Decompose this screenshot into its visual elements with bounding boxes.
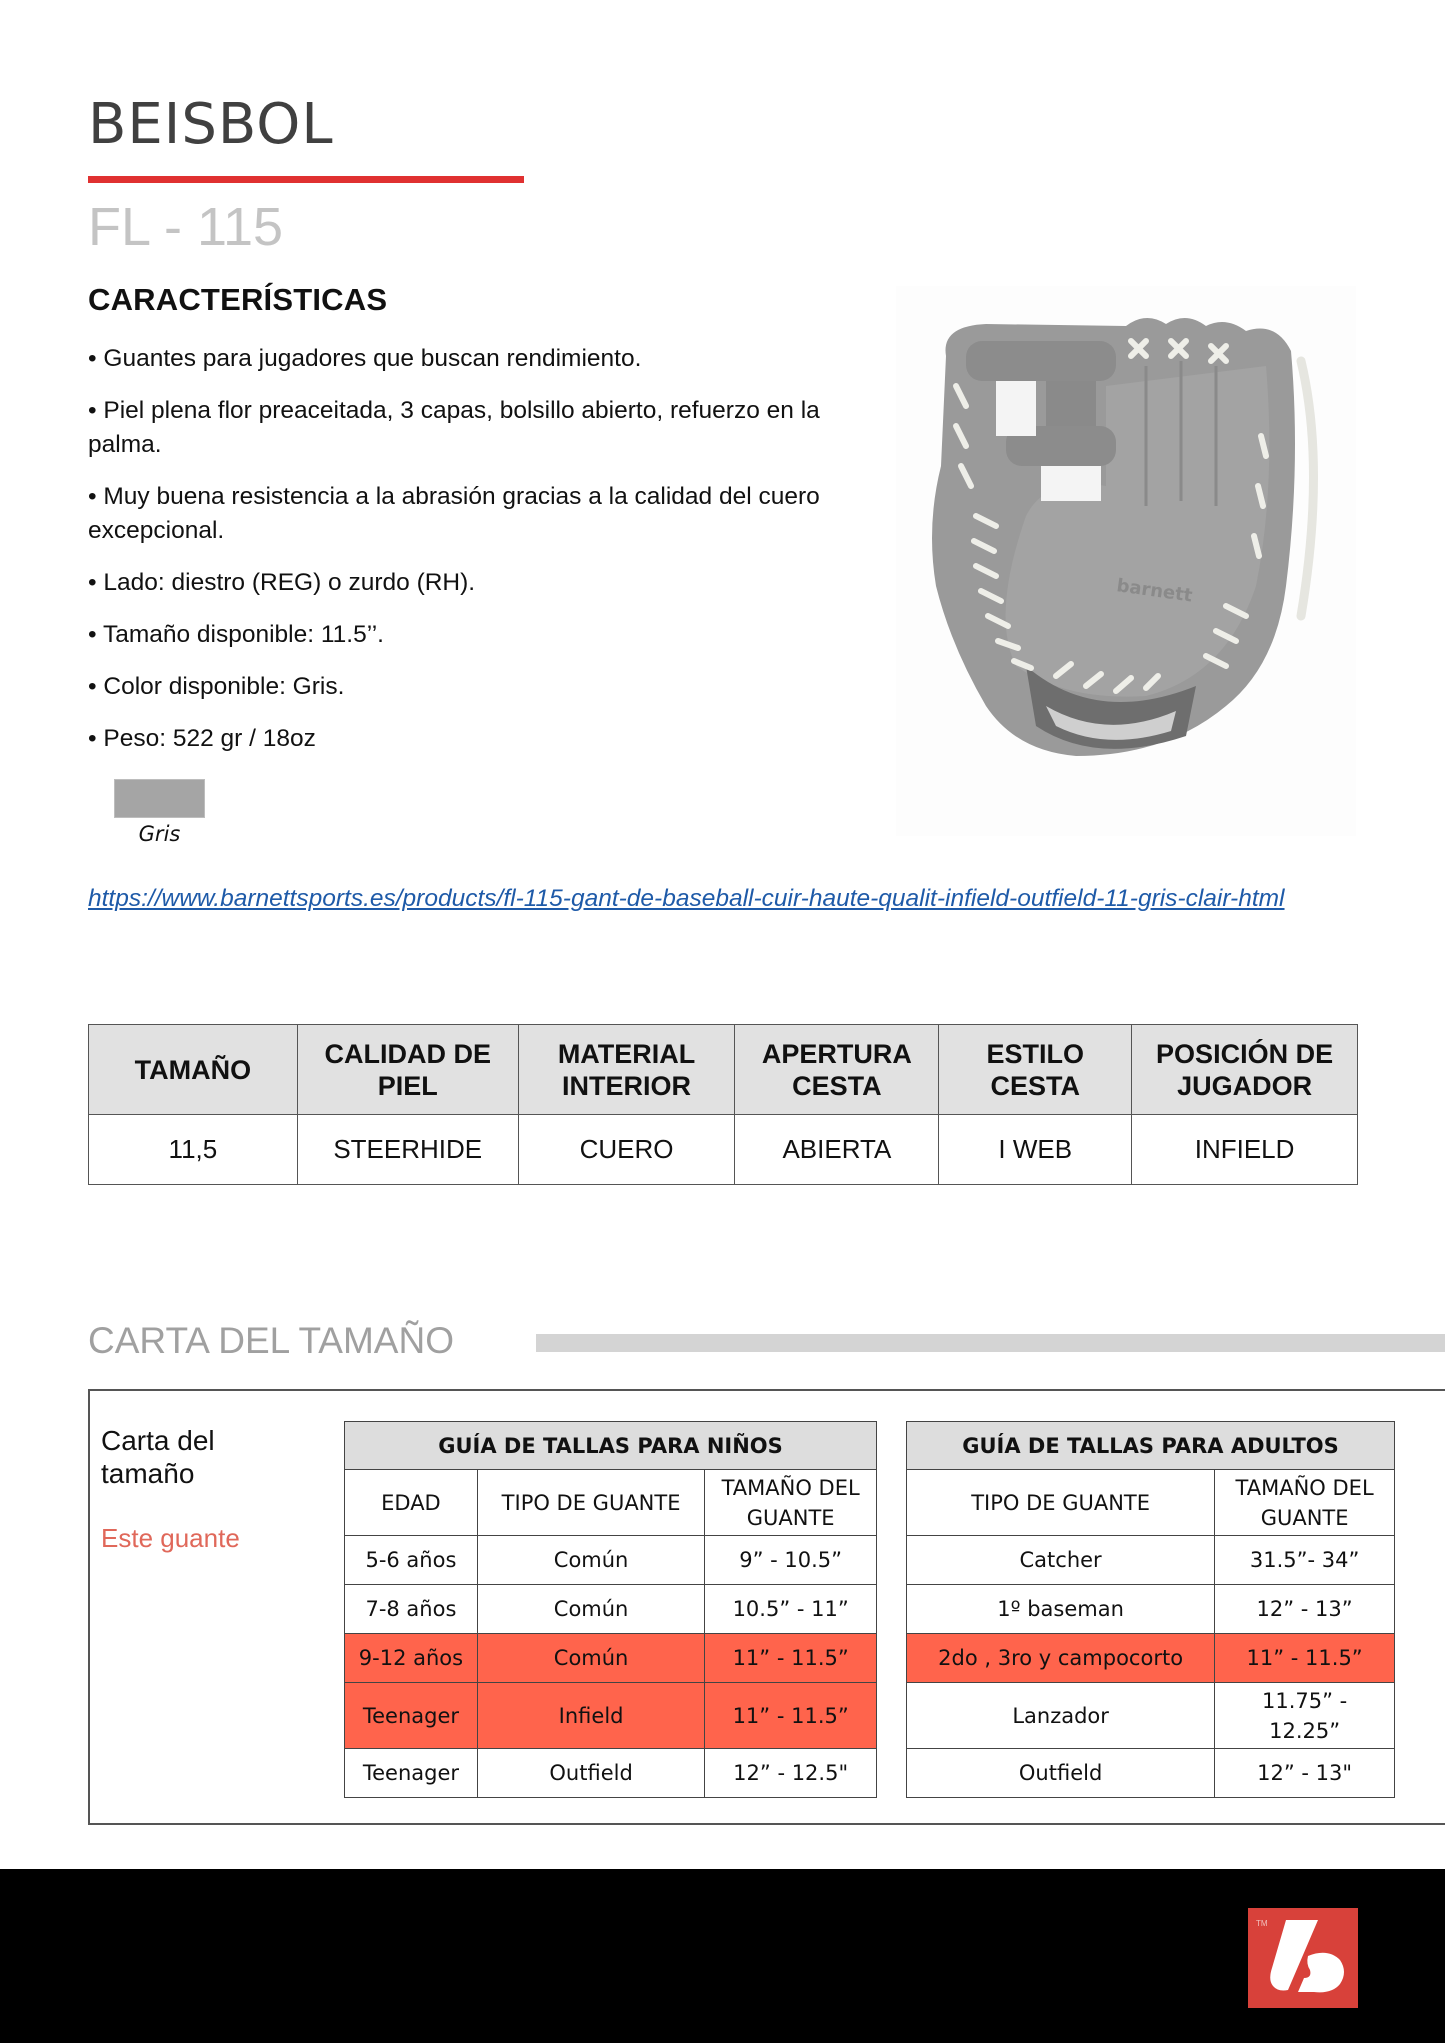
- color-swatch-label: Gris: [138, 822, 181, 846]
- adults-table-row: [907, 1749, 1395, 1798]
- adults-table-caption: GUÍA DE TALLAS PARA ADULTOS: [907, 1422, 1395, 1470]
- spec-value-calidad-piel: STEERHIDE: [297, 1115, 518, 1185]
- spec-table-value-row: [89, 1115, 1358, 1185]
- feature-item: • Piel plena flor preaceitada, 3 capas, bolsillo abierto, refuerzo en la palma.: [88, 397, 820, 458]
- spec-value-estilo-cesta: I WEB: [939, 1115, 1132, 1185]
- adults-cell-tamano: 11” - 11.5”: [1215, 1634, 1395, 1683]
- spec-value-tamano: 11,5: [89, 1115, 298, 1185]
- kids-cell-tamano: 9” - 10.5”: [705, 1536, 877, 1585]
- feature-item: • Peso: 522 gr / 18oz: [88, 725, 316, 752]
- adults-table-row: [907, 1536, 1395, 1585]
- kids-cell-edad: Teenager: [345, 1683, 478, 1749]
- kids-cell-tipo: Infield: [477, 1683, 704, 1749]
- size-chart-heading-bar: [536, 1334, 1445, 1352]
- kids-cell-tamano: 10.5” - 11”: [705, 1585, 877, 1634]
- spec-header-calidad-piel: CALIDAD DE PIEL: [297, 1025, 518, 1115]
- spec-value-material-interior: CUERO: [518, 1115, 735, 1185]
- adults-cell-tipo: 1º baseman: [907, 1585, 1215, 1634]
- adults-col-tipo: TIPO DE GUANTE: [907, 1470, 1215, 1536]
- spec-table-header-row: [89, 1025, 1358, 1115]
- product-image-glove: [896, 286, 1356, 836]
- features-heading: CARACTERÍSTICAS: [88, 282, 388, 317]
- kids-cell-tamano: 11” - 11.5”: [705, 1634, 877, 1683]
- page-title: BEISBOL: [88, 92, 334, 157]
- adults-cell-tamano: 31.5”- 34”: [1215, 1536, 1395, 1585]
- spec-header-material-interior: MATERIAL INTERIOR: [518, 1025, 735, 1115]
- kids-table-row: [345, 1634, 877, 1683]
- feature-item: • Tamaño disponible: 11.5’’.: [88, 621, 384, 648]
- kids-table-row: [345, 1536, 877, 1585]
- spec-header-apertura-cesta: APERTURA CESTA: [735, 1025, 939, 1115]
- kids-cell-tipo: Outfield: [477, 1749, 704, 1798]
- adults-cell-tamano: 12” - 13”: [1215, 1585, 1395, 1634]
- kids-table-row: [345, 1683, 877, 1749]
- spec-header-estilo-cesta: ESTILO CESTA: [939, 1025, 1132, 1115]
- kids-cell-tipo: Común: [477, 1585, 704, 1634]
- kids-col-edad: EDAD: [345, 1470, 478, 1536]
- spec-value-posicion-jugador: INFIELD: [1132, 1115, 1358, 1185]
- kids-col-tamano: TAMAÑO DEL GUANTE: [705, 1470, 877, 1536]
- kids-size-table: [344, 1421, 877, 1798]
- kids-cell-edad: 5-6 años: [345, 1536, 478, 1585]
- adults-cell-tipo: Lanzador: [907, 1683, 1215, 1749]
- adults-table-row: [907, 1585, 1395, 1634]
- kids-cell-tipo: Común: [477, 1536, 704, 1585]
- size-chart-heading: CARTA DEL TAMAÑO: [88, 1320, 454, 1361]
- kids-cell-tamano: 11” - 11.5”: [705, 1683, 877, 1749]
- adults-col-tamano: TAMAÑO DEL GUANTE: [1215, 1470, 1395, 1536]
- feature-item: • Guantes para jugadores que buscan rendimiento.: [88, 345, 642, 372]
- adults-cell-tipo: 2do , 3ro y campocorto: [907, 1634, 1215, 1683]
- spec-table: [88, 1024, 1358, 1185]
- features-list: [88, 342, 868, 774]
- size-chart-label: Carta del tamaño: [101, 1425, 215, 1489]
- trademark-mark: TM: [1256, 1919, 1268, 1928]
- color-swatch: [114, 779, 205, 818]
- adults-table-row: [907, 1634, 1395, 1683]
- spec-header-posicion-jugador: POSICIÓN DE JUGADOR: [1132, 1025, 1358, 1115]
- adults-table-row: [907, 1683, 1395, 1749]
- product-link[interactable]: https://www.barnettsports.es/products/fl-115-gant-de-baseball-cuir-haute-qualit-infield-outfield-11-gris-clair-html: [88, 885, 1285, 912]
- feature-item: • Color disponible: Gris.: [88, 673, 345, 700]
- adults-cell-tamano: 12” - 13": [1215, 1749, 1395, 1798]
- title-underline: [88, 176, 524, 183]
- kids-cell-edad: 9-12 años: [345, 1634, 478, 1683]
- kids-table-row: [345, 1749, 877, 1798]
- feature-item: • Lado: diestro (REG) o zurdo (RH).: [88, 569, 476, 596]
- adults-size-table: [906, 1421, 1395, 1798]
- adults-cell-tipo: Outfield: [907, 1749, 1215, 1798]
- kids-table-caption: GUÍA DE TALLAS PARA NIÑOS: [345, 1422, 877, 1470]
- adults-cell-tipo: Catcher: [907, 1536, 1215, 1585]
- kids-col-tipo: TIPO DE GUANTE: [477, 1470, 704, 1536]
- model-number: FL - 115: [88, 197, 284, 257]
- kids-cell-tamano: 12” - 12.5": [705, 1749, 877, 1798]
- feature-item: • Muy buena resistencia a la abrasión gracias a la calidad del cuero excepcional.: [88, 483, 820, 544]
- kids-cell-edad: Teenager: [345, 1749, 478, 1798]
- spec-header-tamano: TAMAÑO: [89, 1025, 298, 1115]
- spec-value-apertura-cesta: ABIERTA: [735, 1115, 939, 1185]
- footer: [0, 1869, 1445, 2043]
- svg-text:barnett: barnett: [1115, 575, 1194, 607]
- kids-table-row: [345, 1585, 877, 1634]
- barnett-logo-icon: [1248, 1908, 1358, 2008]
- kids-cell-edad: 7-8 años: [345, 1585, 478, 1634]
- size-chart-note: Este guante: [101, 1523, 240, 1553]
- kids-cell-tipo: Común: [477, 1634, 704, 1683]
- adults-cell-tamano: 11.75” - 12.25”: [1215, 1683, 1395, 1749]
